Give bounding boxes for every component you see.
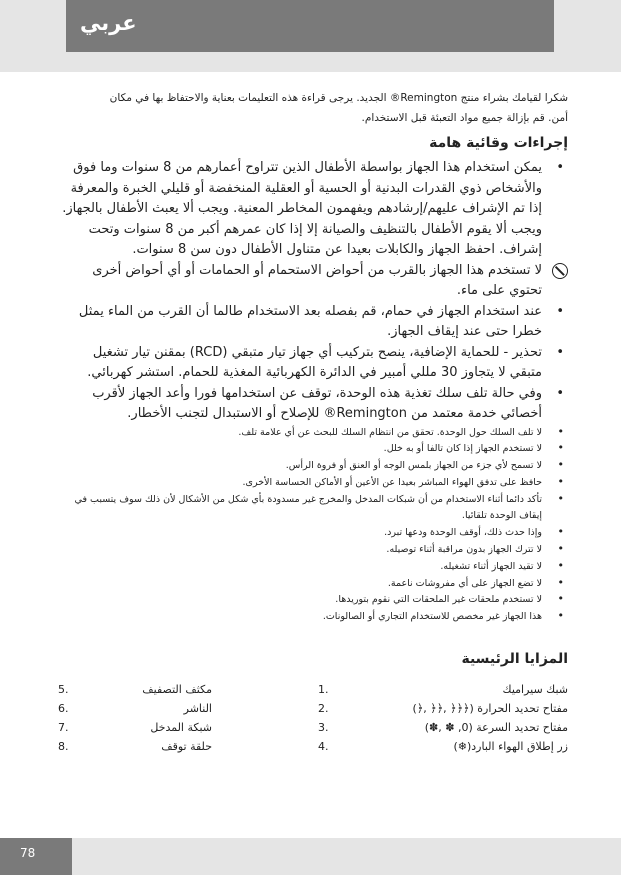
feature-number: 1. (318, 683, 329, 697)
list-item (58, 441, 568, 458)
item-text: وإذا حدث ذلك، أوقف الوحدة ودعها تبرد. (384, 527, 542, 539)
features-column-right (318, 680, 568, 756)
list-item (58, 576, 568, 593)
footer-band (0, 838, 621, 875)
bullet-icon: • (556, 385, 564, 401)
item-text: يمكن استخدام هذا الجهاز بواسطة الأطفال الذين تتراوح أعمارهم من 8 سنوات وما فوق والأشخاص ذوي القدرات البدنية أو الحسية أو العقلية المنخفضة أو قليلي الخبرة والمعرفة إذا تم الإشراف عليهم/إرشادهم ويفهمون المخاطر المعنية. ويجب ألا يعبث الأطفال بالجهاز. ويجب ألا يقوم الأطفال بالتنظيف والصيانة إلا إذا كان عمرهم أكبر من 8 سنوات وتحت إشراف. احفظ الجهاز والكابلات بعيدا عن متناول الأطفال دون سن 8 سنوات. (62, 160, 542, 257)
bullet-icon: • (557, 491, 564, 505)
list-item (58, 525, 568, 542)
feature-item (318, 680, 568, 699)
feature-label: مفتاح تحديد الحرارة (﴿﴿﴿ ,﴿﴿ ,﴿) (412, 702, 568, 716)
intro-paragraph (58, 88, 568, 128)
list-item (58, 261, 568, 302)
feature-number: 4. (318, 740, 329, 754)
manual-content (58, 88, 568, 756)
language-title: عربي (80, 11, 137, 35)
item-text: لا تلف السلك حول الوحدة. تحقق من انتظام السلك للبحث عن أي علامة تلف. (238, 426, 542, 438)
page-number: 78 (20, 846, 36, 860)
item-text: لا تضع الجهاز على أي مفروشات ناعمة. (387, 577, 542, 589)
bullet-icon: • (557, 542, 564, 556)
feature-number: 7. (58, 721, 69, 735)
list-item (58, 425, 568, 442)
feature-number: 2. (318, 702, 329, 716)
feature-label: زر إطلاق الهواء البارد(❄) (453, 740, 568, 754)
feature-label: شبكة المدخل (150, 721, 212, 735)
bullet-icon: • (557, 458, 564, 472)
list-item (58, 458, 568, 475)
item-text: لا تقيد الجهاز أثناء تشغيله. (440, 560, 542, 572)
feature-number: 6. (58, 702, 69, 716)
item-text: حافظ على تدفق الهواء المباشر بعيدا عن الأعين أو الأماكن الحساسة الأخرى. (242, 476, 542, 488)
list-item (58, 302, 568, 343)
intro-line-2: أمن. قم بإزالة جميع مواد التعبئة قبل الاستخدام. (361, 112, 568, 124)
feature-label: حلقة توقف (161, 740, 212, 754)
bullet-icon: • (557, 525, 564, 539)
item-text: لا تترك الجهاز بدون مراقبة أثناء توصيله. (386, 544, 542, 556)
safety-small-list (58, 425, 568, 627)
feature-item (318, 718, 568, 737)
list-item (58, 158, 568, 261)
item-text: تأكد دائما أثناء الاستخدام من أن شبكات المدخل والمخرج غير مسدودة بأي شكل من الأشكال لأن ذلك سوف يتسبب في إيقاف الوحدة تلقائيا. (74, 493, 542, 522)
feature-number: 5. (58, 683, 69, 697)
feature-label: الناشر (183, 702, 212, 716)
feature-item (318, 699, 568, 718)
safety-title: إجراءات وقائية هامة (429, 135, 568, 151)
feature-item (58, 680, 212, 699)
bullet-icon: • (556, 303, 564, 319)
feature-item (58, 737, 212, 756)
feature-item (318, 737, 568, 756)
item-text: عند استخدام الجهاز في حمام، قم بفصله بعد الاستخدام طالما أن القرب من الماء يمثل خطرا حتى عند إيقاف الجهاز. (78, 303, 542, 339)
bullet-icon: • (557, 424, 564, 438)
feature-label: مفتاح تحديد السرعة (0, ✽ ,✽) (424, 721, 568, 735)
bullet-icon: • (557, 558, 564, 572)
bullet-icon: • (557, 474, 564, 488)
bullet-icon: • (556, 160, 564, 175)
safety-list (58, 158, 568, 425)
feature-number: 8. (58, 740, 69, 754)
feature-item (58, 699, 212, 718)
bullet-icon: • (556, 344, 564, 360)
list-item (58, 542, 568, 559)
feature-number: 3. (318, 721, 329, 735)
item-text: لا تستخدم الجهاز إذا كان تالفا أو به خلل. (383, 443, 542, 455)
no-water-icon (552, 263, 568, 279)
bullet-icon: • (557, 592, 564, 606)
bullet-icon: • (557, 609, 564, 623)
list-item (58, 384, 568, 425)
item-text: هذا الجهاز غير مخصص للاستخدام التجاري أو الصالونات. (322, 611, 542, 623)
item-text: لا تستخدم ملحقات غير الملحقات التي نقوم بتوريدها. (335, 594, 542, 606)
bullet-icon: • (557, 575, 564, 589)
list-item (58, 592, 568, 609)
item-text: لا تستخدم هذا الجهاز بالقرب من أحواض الاستحمام أو الحمامات أو أي أحواض أخرى تحتوي على ماء. (92, 262, 542, 298)
feature-item (58, 718, 212, 737)
list-item (58, 343, 568, 384)
item-text: تحذير - للحماية الإضافية، ينصح بتركيب أي جهاز تيار متبقي (RCD) بمقنن تيار تشغيل متبقي لا يتجاوز 30 مللي أمبير في الدائرة الكهربائية المغذية للحمام. استشر كهربائي. (87, 344, 542, 380)
item-text: وفي حالة تلف سلك تغذية هذه الوحدة، توقف عن استخدامها فورا وأعد الجهاز لأقرب أخصائي خدمة معتمد من Remington® للإصلاح أو الاستبدال لتجنب الأخطار. (92, 385, 542, 421)
list-item (58, 492, 568, 526)
list-item (58, 609, 568, 626)
list-item (58, 559, 568, 576)
language-tab (66, 0, 554, 52)
item-text: لا تسمح لأي جزء من الجهاز بلمس الوجه أو العنق أو فروة الرأس. (285, 460, 542, 472)
feature-label: شبك سيراميك (502, 683, 568, 697)
bullet-icon: • (557, 441, 564, 455)
intro-line-1: شكرا لقيامك بشراء منتج Remington® الجديد. يرجى قراءة هذه التعليمات بعناية والاحتفاظ بها في مكان (109, 92, 568, 104)
features-title: المزايا الرئيسية (461, 651, 568, 668)
page-number-box (0, 838, 72, 875)
features-column-left (58, 680, 278, 756)
features-list (58, 680, 568, 756)
feature-label: مكثف التصفيف (142, 683, 212, 697)
list-item (58, 475, 568, 492)
